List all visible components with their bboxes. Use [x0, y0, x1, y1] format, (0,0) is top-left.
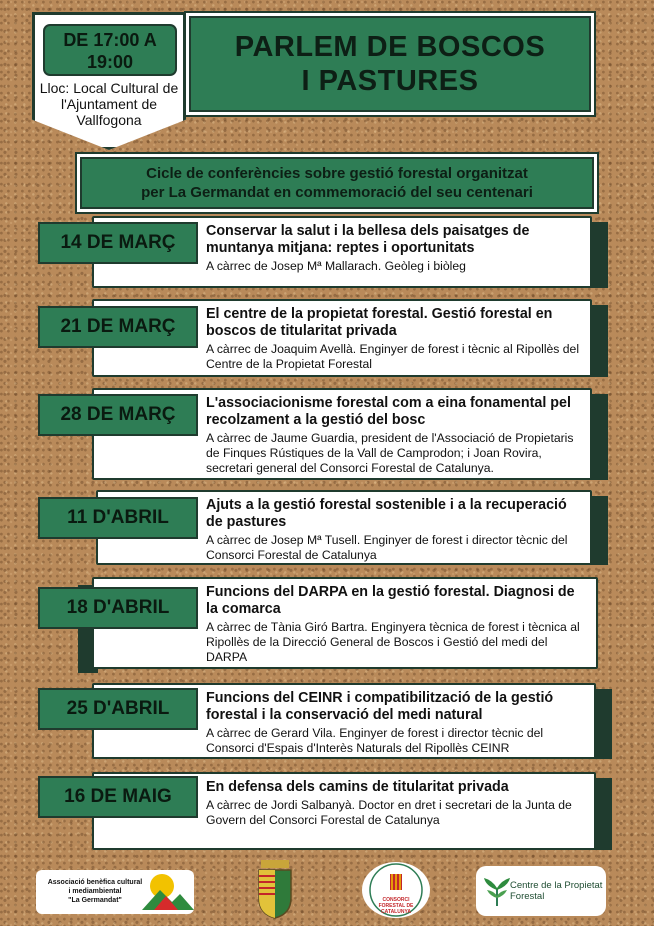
event-speaker: A càrrec de Josep Mª Tusell. Enginyer de forest i director tècnic del Consorci Forestal de Catalunya — [206, 533, 568, 562]
tree-icon — [482, 874, 512, 908]
event-title: El centre de la propietat forestal. Gestió forestal en boscos de titularitat privada — [206, 306, 553, 339]
event-body — [206, 223, 582, 274]
event-speaker: A càrrec de Josep Mª Mallarach. Geòleg i biòleg — [206, 259, 466, 273]
event-date: 14 DE MARÇ — [38, 222, 198, 264]
cpf-text — [510, 880, 602, 902]
event-title: L'associacionisme forestal com a eina fonamental pel recolzament a la gestió del bosc — [206, 395, 571, 428]
event-speaker: A càrrec de Joaquim Avellà. Enginyer de forest i tècnic al Ripollès del Centre de la Propietat Forestal — [206, 342, 580, 371]
cpf-logo — [476, 866, 606, 916]
event-body — [206, 779, 586, 828]
event-body — [206, 690, 586, 756]
event-time — [43, 24, 177, 76]
event-speaker: A càrrec de Gerard Vila. Enginyer de forest i director tècnic del Consorci d'Espais d'Interès Naturals del Ripollès CEINR — [206, 726, 544, 755]
germandat-line-3: "La Germandat" — [68, 897, 122, 904]
consorci-logo — [362, 862, 430, 918]
event-date: 16 DE MAIG — [38, 776, 198, 818]
event-body — [206, 306, 582, 372]
event-title: En defensa dels camins de titularitat privada — [206, 779, 509, 795]
event-title: Conservar la salut i la bellesa dels paisatges de muntanya mitjana: reptes i oportunitats — [206, 223, 530, 256]
germandat-logo-icon — [140, 872, 196, 912]
subtitle-line-1: Cicle de conferències sobre gestió forestal organitzat — [146, 165, 528, 182]
event-body — [206, 497, 582, 563]
event-date: 18 D'ABRIL — [38, 587, 198, 629]
event-body — [206, 395, 582, 476]
event-date: 28 DE MARÇ — [38, 394, 198, 436]
ajuntament-shield — [255, 860, 295, 920]
subtitle-line-2: per La Germandat en commemoració del seu centenari — [141, 184, 533, 201]
germandat-text — [40, 878, 150, 905]
event-body — [206, 584, 588, 665]
subtitle — [80, 157, 594, 209]
title-line-2: I PASTURES — [301, 65, 479, 97]
event-speaker: A càrrec de Tània Giró Bartra. Enginyera tècnica de forest i tècnica al Ripollès de la Direcció General de Boscos i Gestió del medi del DARPA — [206, 620, 580, 664]
germandat-logo — [36, 870, 194, 914]
title-line-1: PARLEM DE BOSCOS — [234, 31, 546, 63]
event-title: Ajuts a la gestió forestal sostenible i a la recuperació de pastures — [206, 497, 567, 530]
event-speaker: A càrrec de Jaume Guardia, president de l'Associació de Propietaris de Finques Rústiques de la Vall de Camprodon; i Joan Rovira, secretari general del Consorci Forestal de Catalunya. — [206, 431, 574, 475]
shield-icon — [255, 860, 295, 920]
event-time-text: DE 17:00 A 19:00 — [63, 30, 157, 72]
event-date: 25 D'ABRIL — [38, 688, 198, 730]
event-title: Funcions del CEINR i compatibilització de la gestió forestal i la conservació del medi natural — [206, 690, 554, 723]
event-place: Lloc: Local Cultural de l'Ajuntament de Vallfogona — [39, 80, 179, 128]
event-date: 21 DE MARÇ — [38, 306, 198, 348]
event-title: Funcions del DARPA en la gestió forestal. Diagnosi de la comarca — [206, 584, 575, 617]
germandat-line-2: i mediambiental — [68, 888, 122, 895]
cpf-line-1: Centre de la Propietat — [510, 880, 603, 891]
page-title — [189, 16, 591, 112]
germandat-line-1: Associació benèfica cultural — [47, 879, 143, 886]
event-speaker: A càrrec de Jordi Salbanyà. Doctor en dret i secretari de la Junta de Govern del Consorci Forestal de Catalunya — [206, 798, 572, 827]
cpf-line-2: Forestal — [510, 891, 545, 902]
subtitle-text — [141, 164, 533, 202]
page-title-text — [235, 30, 545, 98]
event-date: 11 D'ABRIL — [38, 497, 198, 539]
consorci-text: CONSORCI FORESTAL DE CATALUNYA — [378, 897, 414, 915]
